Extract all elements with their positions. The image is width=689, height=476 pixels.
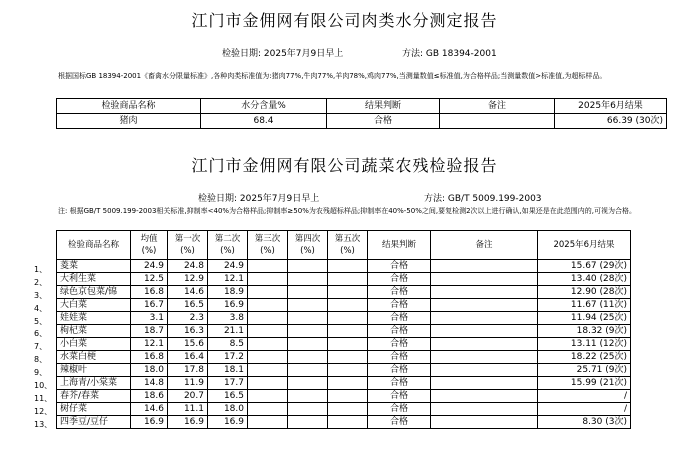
result: 合格 — [368, 403, 431, 416]
meat-inspection-date: 检验日期: 2025年7月9日早上 — [222, 49, 344, 59]
result: 合格 — [327, 114, 440, 129]
test3-value — [248, 312, 288, 325]
test4-value — [288, 403, 328, 416]
test3-value — [248, 416, 288, 429]
result: 合格 — [368, 416, 431, 429]
test5-value — [328, 403, 368, 416]
test3-value — [248, 377, 288, 390]
remark — [431, 338, 538, 351]
test1-value: 2.3 — [168, 312, 208, 325]
avg-value: 16.8 — [131, 286, 168, 299]
remark — [431, 286, 538, 299]
row-numbers — [34, 264, 52, 432]
test1-value: 14.6 — [168, 286, 208, 299]
remark — [431, 403, 538, 416]
col-header-moisture: 水分含量% — [201, 99, 327, 114]
test2-value: 8.5 — [208, 338, 248, 351]
table-row — [57, 260, 631, 273]
result: 合格 — [368, 273, 431, 286]
table-row — [57, 390, 631, 403]
test2-value: 17.7 — [208, 377, 248, 390]
test1-value: 11.9 — [168, 377, 208, 390]
test2-value: 18.9 — [208, 286, 248, 299]
remark — [431, 325, 538, 338]
row-number: 8、 — [34, 355, 48, 365]
item-name: 大白菜 — [57, 299, 131, 312]
avg-value: 24.9 — [131, 260, 168, 273]
test5-value — [328, 377, 368, 390]
prev-result: 15.67 (29次) — [538, 260, 631, 273]
table-row — [57, 114, 667, 129]
remark — [431, 351, 538, 364]
prev-result: 12.90 (28次) — [538, 286, 631, 299]
table-row — [57, 286, 631, 299]
table-row — [57, 377, 631, 390]
test4-value — [288, 416, 328, 429]
prev-result: 13.11 (12次) — [538, 338, 631, 351]
test4-value — [288, 299, 328, 312]
test5-value — [328, 273, 368, 286]
col-header-remark: 备注 — [431, 231, 538, 260]
veg-table-header — [57, 231, 631, 260]
test5-value — [328, 416, 368, 429]
test5-value — [328, 286, 368, 299]
avg-value: 14.6 — [131, 403, 168, 416]
remark — [431, 260, 538, 273]
veg-inspection-date: 检验日期: 2025年7月9日早上 — [198, 194, 320, 204]
result: 合格 — [368, 338, 431, 351]
test3-value — [248, 338, 288, 351]
remark — [431, 416, 538, 429]
result: 合格 — [368, 299, 431, 312]
row-number: 1、 — [34, 265, 48, 274]
table-row — [57, 299, 631, 312]
remark — [431, 299, 538, 312]
row-number: 6、 — [34, 329, 48, 339]
test4-value — [288, 260, 328, 273]
item-name: 娃娃菜 — [57, 312, 131, 325]
meat-report-title: 江门市金佣网有限公司肉类水分测定报告 — [191, 11, 498, 30]
prev-result: 13.40 (28次) — [538, 273, 631, 286]
meat-method: 方法: GB 18394-2001 — [402, 49, 497, 59]
avg-value: 16.7 — [131, 299, 168, 312]
test3-value — [248, 273, 288, 286]
result: 合格 — [368, 351, 431, 364]
table-row — [57, 325, 631, 338]
col-header-test1: 第一次 (%) — [168, 231, 208, 260]
test5-value — [328, 364, 368, 377]
test1-value: 12.9 — [168, 273, 208, 286]
avg-value: 18.7 — [131, 325, 168, 338]
test3-value — [248, 351, 288, 364]
avg-value: 12.5 — [131, 273, 168, 286]
prev-result: 25.71 (9次) — [538, 364, 631, 377]
prev-result: 8.30 (3次) — [538, 416, 631, 429]
item-name: 春芥/春菜 — [57, 390, 131, 403]
test4-value — [288, 312, 328, 325]
row-number: 3、 — [34, 290, 48, 300]
col-header-name: 检验商品名称 — [57, 231, 131, 260]
meat-standard-note: 根据国标GB 18394-2001《畜禽水分限量标准》,各种肉类标准值为:猪肉77%,牛肉77%,羊肉78%,鸡肉77%,当测量数值≤标准值,为合格样品;当测量数值>标准值,为超标样品。 — [58, 72, 607, 80]
col-header-test3: 第三次 (%) — [248, 231, 288, 260]
item-name: 水菜白梗 — [57, 351, 131, 364]
row-number: 7、 — [34, 342, 48, 352]
result: 合格 — [368, 377, 431, 390]
test5-value — [328, 390, 368, 403]
test2-value: 3.8 — [208, 312, 248, 325]
col-header-test2: 第二次 (%) — [208, 231, 248, 260]
test2-value: 18.1 — [208, 364, 248, 377]
test2-value: 18.0 — [208, 403, 248, 416]
remark — [431, 312, 538, 325]
prev-result: / — [538, 390, 631, 403]
test1-value: 15.6 — [168, 338, 208, 351]
remark — [431, 364, 538, 377]
prev-result: / — [538, 403, 631, 416]
item-name: 四季豆/豆仔 — [57, 416, 131, 429]
prev-result: 11.94 (25次) — [538, 312, 631, 325]
result: 合格 — [368, 390, 431, 403]
remark — [431, 377, 538, 390]
test4-value — [288, 351, 328, 364]
result: 合格 — [368, 286, 431, 299]
test4-value — [288, 338, 328, 351]
item-name: 上海青/小棠菜 — [57, 377, 131, 390]
prev-result: 18.32 (9次) — [538, 325, 631, 338]
table-row — [57, 416, 631, 429]
test4-value — [288, 325, 328, 338]
row-number: 10、 — [34, 381, 53, 391]
test1-value: 24.8 — [168, 260, 208, 273]
test5-value — [328, 351, 368, 364]
test2-value: 24.9 — [208, 260, 248, 273]
result: 合格 — [368, 325, 431, 338]
item-name: 菱菜 — [57, 260, 131, 273]
prev-result: 18.22 (25次) — [538, 351, 631, 364]
test4-value — [288, 286, 328, 299]
row-number: 4、 — [34, 303, 48, 313]
col-header-name: 检验商品名称 — [57, 99, 201, 114]
test1-value: 16.4 — [168, 351, 208, 364]
item-name: 枸杞菜 — [57, 325, 131, 338]
remark — [440, 114, 555, 129]
row-number: 12、 — [34, 406, 53, 416]
test4-value — [288, 364, 328, 377]
col-header-result: 结果判断 — [368, 231, 431, 260]
col-header-test5: 第五次 (%) — [328, 231, 368, 260]
veg-report-title: 江门市金佣网有限公司蔬菜农残检验报告 — [191, 156, 498, 175]
col-header-prev: 2025年6月结果 — [555, 99, 667, 114]
avg-value: 16.9 — [131, 416, 168, 429]
avg-value: 12.1 — [131, 338, 168, 351]
test5-value — [328, 338, 368, 351]
row-number: 5、 — [34, 316, 48, 326]
col-header-avg: 均值 (%) — [131, 231, 168, 260]
veg-table — [56, 230, 631, 429]
test2-value: 16.5 — [208, 390, 248, 403]
test3-value — [248, 364, 288, 377]
row-number: 11、 — [34, 393, 53, 403]
avg-value: 14.8 — [131, 377, 168, 390]
avg-value: 3.1 — [131, 312, 168, 325]
table-row — [57, 312, 631, 325]
row-number: 13、 — [34, 419, 53, 429]
avg-value: 18.6 — [131, 390, 168, 403]
test5-value — [328, 312, 368, 325]
test3-value — [248, 390, 288, 403]
test1-value: 16.9 — [168, 416, 208, 429]
test2-value: 12.1 — [208, 273, 248, 286]
veg-standard-note: 注: 根据GB/T 5009.199-2003相关标准,抑制率<40%为合格样品;抑制率≥50%为农残超标样品;抑制率在40%-50%之间,要复检测2次以上进行确认,如果还是在此范围内的,可视为合格。 — [58, 207, 636, 215]
prev-result: 15.99 (21次) — [538, 377, 631, 390]
test4-value — [288, 390, 328, 403]
col-header-prev: 2025年6月结果 — [538, 231, 631, 260]
test3-value — [248, 403, 288, 416]
test4-value — [288, 273, 328, 286]
item-name: 大利生菜 — [57, 273, 131, 286]
test2-value: 16.9 — [208, 416, 248, 429]
table-row — [57, 338, 631, 351]
meat-table-header — [57, 99, 667, 114]
test5-value — [328, 260, 368, 273]
test3-value — [248, 325, 288, 338]
col-header-result: 结果判断 — [327, 99, 440, 114]
col-header-test4: 第四次 (%) — [288, 231, 328, 260]
remark — [431, 390, 538, 403]
veg-method: 方法: GB/T 5009.199-2003 — [424, 194, 542, 204]
item-name: 树仔菜 — [57, 403, 131, 416]
item-name: 猪肉 — [57, 114, 201, 129]
test1-value: 16.5 — [168, 299, 208, 312]
result: 合格 — [368, 260, 431, 273]
item-name: 小白菜 — [57, 338, 131, 351]
table-row — [57, 364, 631, 377]
item-name: 绿色京包菜/锦 — [57, 286, 131, 299]
test3-value — [248, 260, 288, 273]
test1-value: 11.1 — [168, 403, 208, 416]
result: 合格 — [368, 364, 431, 377]
test2-value: 17.2 — [208, 351, 248, 364]
table-row — [57, 403, 631, 416]
remark — [431, 273, 538, 286]
result: 合格 — [368, 312, 431, 325]
meat-table — [56, 98, 667, 129]
row-number: 2、 — [34, 277, 48, 287]
table-row — [57, 273, 631, 286]
avg-value: 18.0 — [131, 364, 168, 377]
test3-value — [248, 299, 288, 312]
avg-value: 16.8 — [131, 351, 168, 364]
test1-value: 16.3 — [168, 325, 208, 338]
test4-value — [288, 377, 328, 390]
table-row — [57, 351, 631, 364]
test5-value — [328, 325, 368, 338]
test1-value: 20.7 — [168, 390, 208, 403]
col-header-remark: 备注 — [440, 99, 555, 114]
test5-value — [328, 299, 368, 312]
prev-result: 66.39 (30次) — [555, 114, 667, 129]
item-name: 辣椒叶 — [57, 364, 131, 377]
row-number: 9、 — [34, 368, 48, 378]
test3-value — [248, 286, 288, 299]
moisture-value: 68.4 — [201, 114, 327, 129]
test2-value: 16.9 — [208, 299, 248, 312]
test2-value: 21.1 — [208, 325, 248, 338]
prev-result: 11.67 (11次) — [538, 299, 631, 312]
test1-value: 17.8 — [168, 364, 208, 377]
